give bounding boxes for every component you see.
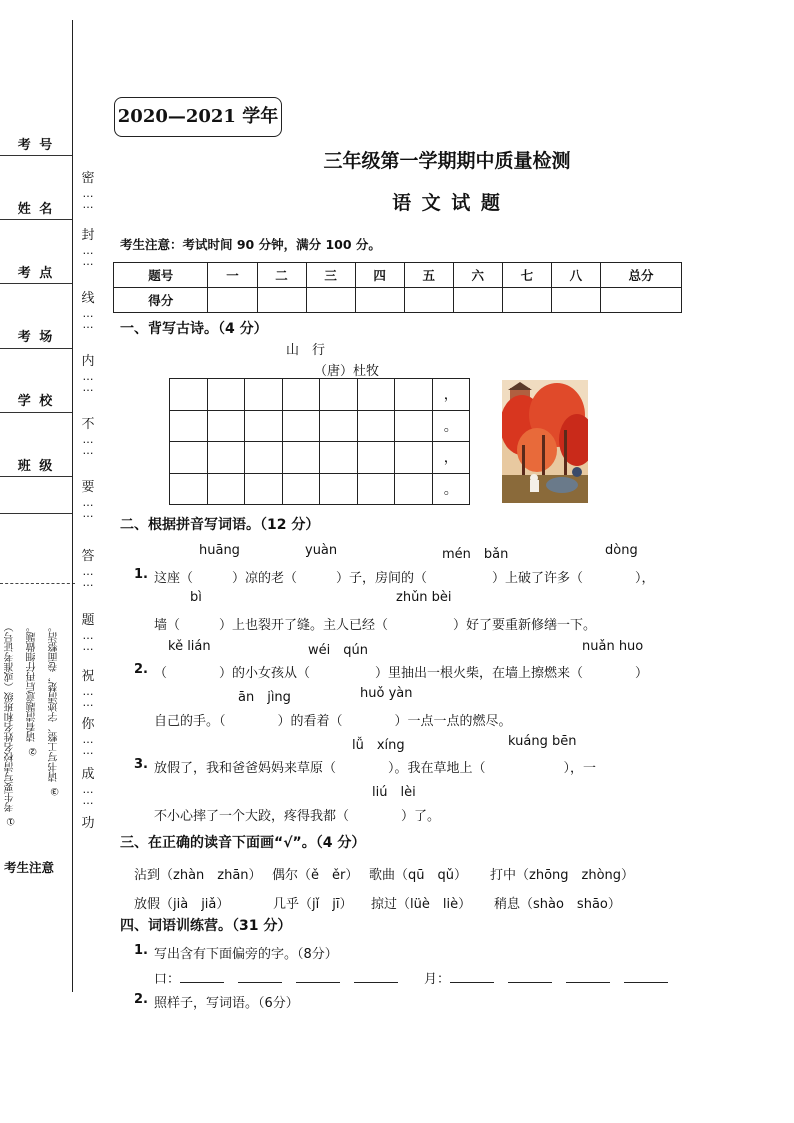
grid-cell[interactable] (395, 473, 433, 505)
grid-cell[interactable] (282, 379, 320, 411)
grid-cell[interactable] (357, 473, 395, 505)
grid-cell[interactable] (282, 410, 320, 442)
autumn-mountain-painting (502, 380, 588, 503)
seal-dots: … … (82, 244, 94, 268)
field-school[interactable]: 学 校 (17, 394, 55, 409)
q2-line-1[interactable]: （ ）的小女孩从（ ）里抽出一根火柴，在墙上擦燃来（ ） (154, 666, 649, 681)
section-1-title: 一、背写古诗。（4 分） (120, 321, 268, 337)
q2-number: 2. (134, 662, 148, 677)
score-cell[interactable] (601, 288, 682, 313)
radical-yue: 月： (424, 972, 451, 987)
seal-dots: … … (82, 565, 94, 589)
field-exam-room[interactable]: 考 场 (17, 330, 55, 345)
pinyin-kuangben: kuáng bēn (508, 734, 577, 749)
pinyin-yuan: yuàn (305, 543, 338, 558)
field-name[interactable]: 姓 名 (17, 202, 55, 217)
s4-q1-number: 1. (134, 943, 148, 958)
grid-punct: ， (432, 379, 470, 411)
field-exam-number[interactable]: 考 号 (17, 138, 55, 153)
s4-q2-text: 照样子，写词语。（6分） (154, 996, 299, 1011)
note-1: ① 考生要写清校名姓名和班级（或准考证号） (5, 622, 16, 827)
q2-line-2[interactable]: 自己的手。（ ）的看着（ ）一点一点的燃尽。 (154, 714, 512, 729)
answer-blank[interactable] (624, 970, 668, 983)
seal-dots: … … (82, 629, 94, 653)
field-exam-site[interactable]: 考 点 (17, 266, 55, 281)
reading-item[interactable]: 歌曲（qū qǔ） (369, 868, 467, 883)
score-head-cell: 一 (208, 263, 257, 288)
poem-writing-grid (169, 378, 470, 505)
score-cell[interactable] (502, 288, 551, 313)
score-head-cell: 题号 (114, 263, 208, 288)
s4-q2-number: 2. (134, 992, 148, 1007)
grid-cell[interactable] (395, 442, 433, 474)
field-line (0, 513, 72, 514)
seal-char: 线 (81, 291, 95, 306)
score-cell[interactable] (208, 288, 257, 313)
note-2: ② 请看清题意后再仔细做题。 (27, 622, 38, 757)
q1-line-2[interactable]: 墙（ ）上也裂开了缝。主人已经（ ）好了要重新修缮一下。 (154, 618, 597, 633)
grid-cell[interactable] (320, 442, 358, 474)
binding-line (72, 20, 73, 992)
field-line (0, 283, 72, 284)
grid-cell[interactable] (207, 379, 245, 411)
grid-cell[interactable] (207, 410, 245, 442)
seal-char: 封 (81, 228, 95, 243)
section-2-title: 二、根据拼音写词语。（12 分） (120, 517, 320, 533)
grid-cell[interactable] (357, 442, 395, 474)
grid-cell[interactable] (320, 379, 358, 411)
seal-dots: … … (82, 783, 94, 807)
score-cell[interactable] (453, 288, 502, 313)
score-row-label: 得分 (114, 288, 208, 313)
radical-kou-row (154, 968, 398, 987)
q3-number: 3. (134, 757, 148, 772)
score-cell[interactable] (404, 288, 453, 313)
note-3: ③ 请书写工整、字迹清楚，卷面整洁。 (49, 622, 60, 797)
q1-number: 1. (134, 567, 148, 582)
grid-punct: ， (432, 442, 470, 474)
grid-cell[interactable] (170, 410, 208, 442)
grid-cell[interactable] (395, 379, 433, 411)
grid-punct: 。 (432, 410, 470, 442)
grid-cell[interactable] (320, 410, 358, 442)
seal-char: 题 (81, 613, 95, 628)
answer-blank[interactable] (238, 970, 282, 983)
reading-item[interactable]: 几乎（jǐ jī） (273, 897, 353, 912)
notes-title: 考生注意 (4, 860, 55, 875)
score-head-cell: 八 (551, 263, 600, 288)
seal-char: 成 (81, 767, 95, 782)
answer-blank[interactable] (566, 970, 610, 983)
pinyin-liulei: liú lèi (372, 785, 416, 800)
seal-dots: … … (82, 187, 94, 211)
score-head-cell: 三 (306, 263, 355, 288)
q3-line-2[interactable]: 不小心摔了一个大跤，疼得我都（ ）了。 (154, 809, 441, 824)
seal-char: 不 (81, 417, 95, 432)
score-table-head (114, 263, 682, 288)
score-head-cell: 六 (453, 263, 502, 288)
score-cell[interactable] (306, 288, 355, 313)
grid-cell[interactable] (170, 379, 208, 411)
grid-cell[interactable] (282, 473, 320, 505)
pinyin-anjing: ān jìng (238, 690, 291, 705)
pinyin-dong: dòng (605, 543, 638, 558)
score-head-cell: 七 (502, 263, 551, 288)
score-table-row (114, 288, 682, 313)
pinyin-huang: huāng (199, 543, 240, 558)
field-class[interactable]: 班 级 (17, 459, 55, 474)
field-line (0, 476, 72, 477)
grid-cell[interactable] (245, 473, 283, 505)
field-line (0, 155, 72, 156)
grid-cell[interactable] (245, 442, 283, 474)
pinyin-bi: bì (190, 590, 202, 605)
answer-blank[interactable] (508, 970, 552, 983)
pinyin-kelian: kě lián (168, 639, 211, 654)
reading-item[interactable]: 掠过（lüè liè） (371, 897, 472, 912)
grid-punct: 。 (432, 473, 470, 505)
score-head-cell: 总分 (601, 263, 682, 288)
grid-cell[interactable] (245, 379, 283, 411)
q3-line-1[interactable]: 放假了，我和爸爸妈妈来草原（ ）。我在草地上（ ），一 (154, 761, 597, 776)
poem-author: （唐）杜牧 (314, 364, 380, 379)
reading-item[interactable]: 打中（zhōng zhòng） (490, 868, 635, 883)
score-cell[interactable] (551, 288, 600, 313)
q1-line-1[interactable]: 这座（ ）凉的老（ ）子，房间的（ ）上破了许多（ ）， (154, 571, 655, 586)
pinyin-lvxing: lǚ xíng (352, 738, 405, 753)
reading-item[interactable]: 偶尔（ě ěr） (272, 868, 359, 883)
score-head-cell: 四 (355, 263, 404, 288)
seal-char: 功 (81, 816, 95, 831)
grid-cell[interactable] (395, 410, 433, 442)
pinyin-nuanhuo: nuǎn huo (582, 639, 644, 654)
reading-item[interactable]: 稍息（shào shāo） (494, 897, 621, 912)
grid-cell[interactable] (207, 442, 245, 474)
pinyin-weiqun: wéi qún (308, 643, 368, 658)
seal-dots: … … (82, 370, 94, 394)
seal-char: 你 (81, 717, 95, 732)
grid-cell[interactable] (170, 473, 208, 505)
section-3-title: 三、在正确的读音下面画“√”。（4 分） (120, 835, 366, 851)
grid-cell[interactable] (170, 442, 208, 474)
score-table (113, 262, 682, 313)
grid-cell[interactable] (282, 442, 320, 474)
seal-dots: … … (82, 496, 94, 520)
grid-cell[interactable] (320, 473, 358, 505)
exam-notice: 考生注意：考试时间 90 分钟，满分 100 分。 (120, 237, 381, 252)
answer-blank[interactable] (180, 970, 224, 983)
grid-cell[interactable] (245, 410, 283, 442)
poem-title: 山 行 (286, 343, 326, 358)
score-head-cell: 五 (404, 263, 453, 288)
score-cell[interactable] (355, 288, 404, 313)
answer-blank[interactable] (450, 970, 494, 983)
seal-dots: … … (82, 307, 94, 331)
pinyin-menban: mén bǎn (442, 547, 509, 562)
academic-year: 2020—2021 学年 (114, 97, 282, 137)
seal-dots: … … (82, 733, 94, 757)
seal-dots: … … (82, 433, 94, 457)
grid-cell[interactable] (207, 473, 245, 505)
score-head-cell: 二 (257, 263, 306, 288)
pinyin-huoyan: huǒ yàn (360, 686, 413, 701)
seal-char: 内 (81, 354, 95, 369)
cut-line (0, 583, 75, 584)
s4-q1-text: 写出含有下面偏旁的字。（8分） (154, 947, 338, 962)
radical-kou: 口： (154, 972, 181, 987)
answer-blank[interactable] (296, 970, 340, 983)
subject-title: 语 文 试 题 (392, 192, 502, 214)
grid-cell[interactable] (357, 379, 395, 411)
answer-blank[interactable] (354, 970, 398, 983)
seal-dots: … … (82, 685, 94, 709)
radical-yue-row (424, 968, 668, 987)
pinyin-zhunbei: zhǔn bèi (396, 590, 452, 605)
reading-item[interactable]: 沾到（zhàn zhān） (134, 868, 262, 883)
field-line (0, 219, 72, 220)
score-cell[interactable] (257, 288, 306, 313)
seal-char: 祝 (81, 669, 95, 684)
exam-title: 三年级第一学期期中质量检测 (323, 150, 571, 172)
field-line (0, 412, 72, 413)
field-line (0, 348, 72, 349)
seal-char: 密 (81, 171, 95, 186)
seal-char: 要 (81, 480, 95, 495)
reading-item[interactable]: 放假（jià jiǎ） (134, 897, 230, 912)
grid-cell[interactable] (357, 410, 395, 442)
section-4-title: 四、词语训练营。（31 分） (120, 918, 292, 934)
seal-char: 答 (81, 549, 95, 564)
